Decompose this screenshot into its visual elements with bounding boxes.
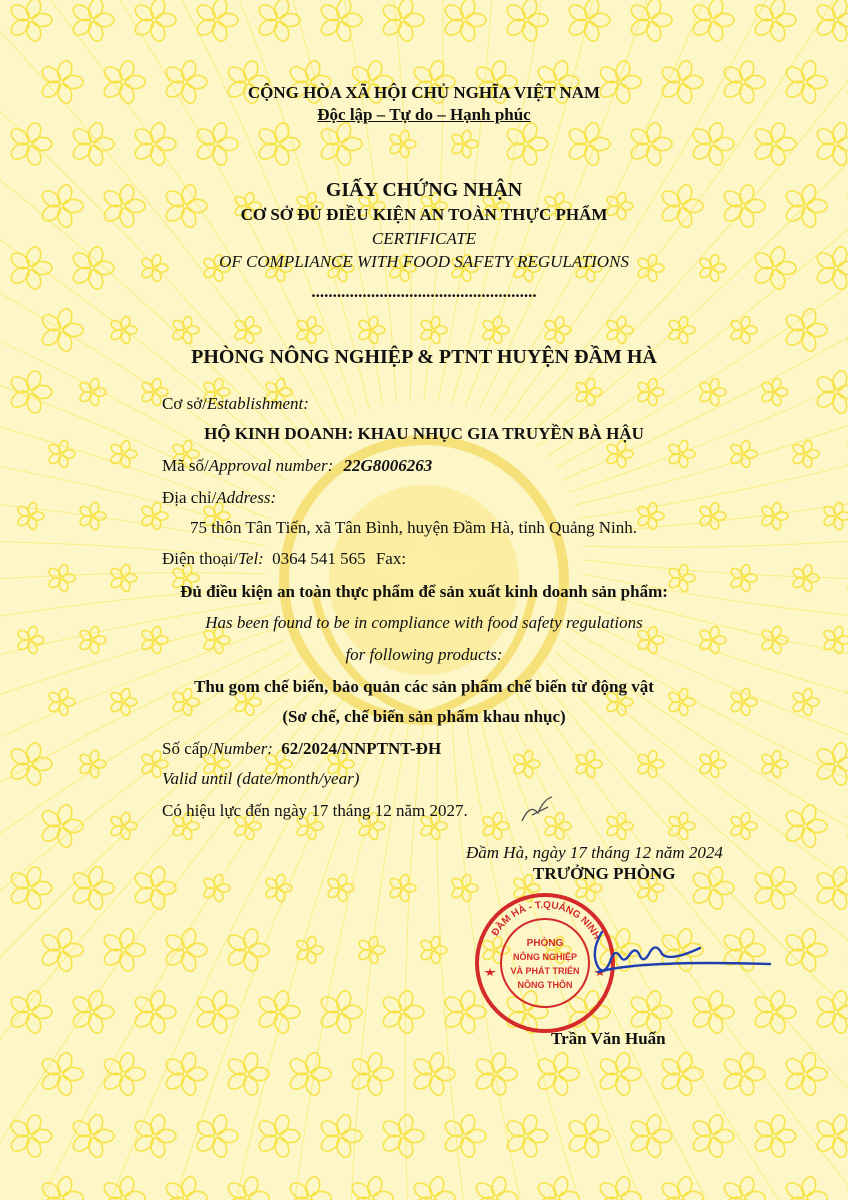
approval-number-value: 22G8006263: [343, 456, 433, 475]
certificate-subtitle: CƠ SỞ ĐỦ ĐIỀU KIỆN AN TOÀN THỰC PHẨM: [240, 205, 608, 224]
stamp-line-4: NÔNG THÔN: [517, 980, 573, 990]
national-motto: Độc lập – Tự do – Hạnh phúc: [317, 105, 531, 124]
compliance-statement-en-2: for following products:: [345, 645, 503, 664]
approval-number-row: Mã số/Approval number: 22G8006263: [162, 456, 433, 475]
fax-label: Fax:: [375, 549, 407, 568]
country-name: CỘNG HÒA XÃ HỘI CHỦ NGHĨA VIỆT NAM: [247, 83, 601, 102]
certificate-subtitle-en: OF COMPLIANCE WITH FOOD SAFETY REGULATIONS: [219, 252, 629, 271]
products-line-1: Thu gom chế biến, bảo quản các sản phẩm chế biến từ động vật: [194, 677, 654, 696]
valid-until-label: Valid until (date/month/year): [162, 769, 360, 788]
stamp-line-3: VÀ PHÁT TRIỂN: [510, 966, 580, 976]
address-label: Địa chỉ/Address:: [162, 488, 277, 507]
initial-mark: [518, 795, 558, 825]
stamp-line-2: NÔNG NGHIỆP: [512, 952, 578, 962]
compliance-statement-en: Has been found to be in compliance with food safety regulations: [205, 613, 643, 632]
compliance-statement: Đủ điều kiện an toàn thực phẩm để sản xuất kinh doanh sản phẩm:: [180, 582, 668, 601]
certificate-title: GIẤY CHỨNG NHẬN: [325, 179, 523, 201]
place-and-date: Đầm Hà, ngày 17 tháng 12 năm 2024: [466, 843, 723, 862]
stamp-ring-text: ĐẦM HÀ - T.QUẢNG NINH: [489, 899, 603, 942]
handwritten-signature: [580, 912, 780, 992]
establishment-label: Cơ sở/Establishment:: [162, 394, 309, 413]
valid-until-value: Có hiệu lực đến ngày 17 tháng 12 năm 2027.: [162, 801, 468, 820]
certificate-number-value: 62/2024/NNPTNT-ĐH: [281, 739, 442, 758]
stamp-line-1: PHÒNG: [526, 938, 564, 949]
dotted-separator: .....................................................: [311, 282, 537, 301]
signer-position: TRƯỞNG PHÒNG: [533, 864, 676, 883]
products-line-2: (Sơ chế, chế biến sản phẩm khau nhục): [282, 707, 566, 726]
issuing-authority: PHÒNG NÔNG NGHIỆP & PTNT HUYỆN ĐẦM HÀ: [191, 346, 657, 368]
certificate-title-en: CERTIFICATE: [371, 229, 477, 248]
certificate-number-row: Số cấp/Number: 62/2024/NNPTNT-ĐH: [162, 739, 442, 758]
signer-name: Trần Văn Huấn: [551, 1029, 666, 1048]
address-value: 75 thôn Tân Tiến, xã Tân Bình, huyện Đầm Hà, tỉnh Quảng Ninh.: [190, 518, 638, 537]
phone-value: 0364 541 565: [272, 549, 366, 568]
establishment-name: HỘ KINH DOANH: KHAU NHỤC GIA TRUYỀN BÀ HẬU: [204, 424, 644, 443]
phone-row: Điện thoại/Tel: 0364 541 565 Fax:: [162, 549, 407, 568]
